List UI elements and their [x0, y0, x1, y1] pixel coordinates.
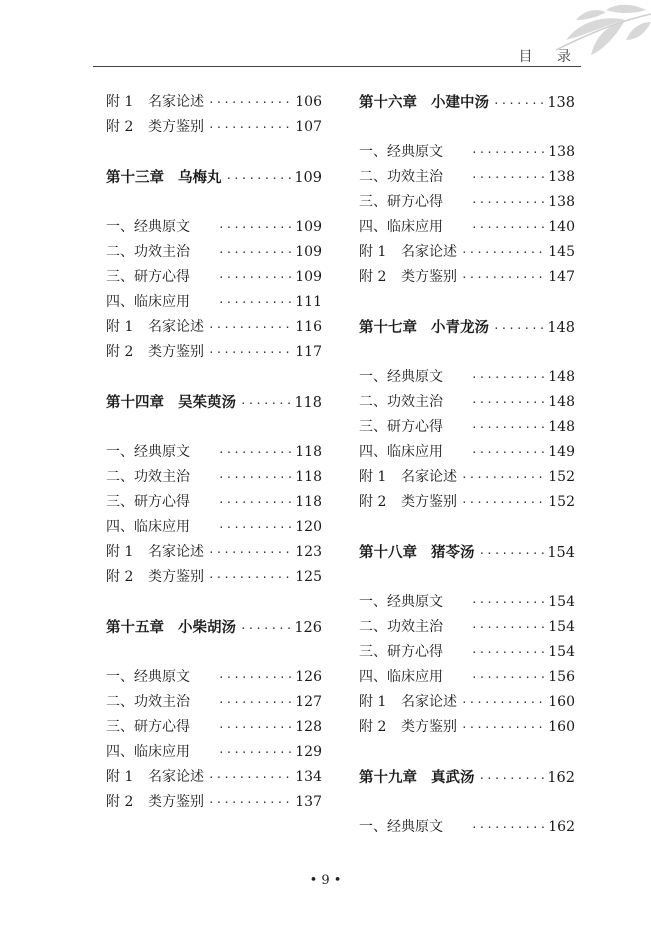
toc-entry-appendix[interactable]	[106, 90, 322, 115]
toc-entry-page-number: 134	[295, 769, 322, 785]
toc-entry-title: 猪苓汤	[431, 544, 475, 561]
toc-entry-title: 吴茱萸汤	[178, 394, 236, 411]
toc-entry-page-number: 152	[548, 469, 575, 485]
dot-leader	[208, 565, 293, 590]
toc-entry-page-number: 125	[295, 569, 322, 585]
toc-entry-prefix: 附 1	[359, 694, 387, 710]
dot-leader	[218, 440, 293, 465]
toc-spacer	[359, 565, 575, 590]
dot-leader	[471, 415, 546, 440]
toc-entry-prefix: 附 1	[106, 94, 134, 110]
toc-spacer	[359, 340, 575, 365]
toc-entry-title: 名家论述	[148, 544, 204, 560]
dot-leader	[461, 465, 546, 490]
toc-entry-prefix: 附 1	[359, 244, 387, 260]
toc-entry-section[interactable]	[106, 290, 322, 315]
dot-leader	[471, 640, 546, 665]
toc-entry-title: 类方鉴别	[148, 344, 204, 360]
toc-entry-section[interactable]	[359, 665, 575, 690]
toc-entry-page-number: 111	[295, 294, 322, 310]
toc-entry-section[interactable]	[106, 690, 322, 715]
toc-spacer	[106, 190, 322, 215]
toc-entry-title: 乌梅丸	[178, 169, 222, 186]
toc-entry-page-number: 160	[548, 719, 575, 735]
dot-leader	[471, 615, 546, 640]
dot-leader	[471, 165, 546, 190]
toc-entry-title: 小柴胡汤	[178, 619, 236, 636]
toc-entry-title: 三、研方心得	[359, 419, 443, 435]
toc-entry-chapter[interactable]	[359, 765, 575, 790]
toc-entry-section[interactable]	[359, 365, 575, 390]
toc-entry-prefix: 附 1	[106, 769, 134, 785]
toc-entry-appendix[interactable]	[106, 790, 322, 815]
toc-spacer	[359, 790, 575, 815]
toc-entry-page-number: 152	[548, 494, 575, 510]
toc-entry-title: 类方鉴别	[148, 569, 204, 585]
toc-entry-page-number: 116	[295, 319, 322, 335]
toc-entry-prefix: 第十五章	[106, 619, 164, 636]
header-divider	[93, 66, 581, 67]
toc-entry-page-number: 109	[295, 219, 322, 235]
toc-entry-page-number: 148	[548, 369, 575, 385]
dot-leader	[240, 391, 292, 416]
toc-entry-title: 三、研方心得	[106, 269, 190, 285]
toc-entry-title: 四、临床应用	[359, 444, 443, 460]
dot-leader	[218, 240, 293, 265]
dot-leader	[471, 140, 546, 165]
toc-entry-page-number: 120	[295, 519, 322, 535]
toc-entry-section[interactable]	[106, 715, 322, 740]
dot-leader	[208, 315, 293, 340]
toc-entry-section[interactable]	[106, 740, 322, 765]
toc-entry-prefix: 第十三章	[106, 169, 164, 186]
dot-leader	[461, 715, 546, 740]
toc-entry-title: 类方鉴别	[401, 719, 457, 735]
toc-spacer	[359, 290, 575, 315]
toc-entry-page-number: 109	[295, 244, 322, 260]
toc-spacer	[106, 415, 322, 440]
toc-entry-title: 一、经典原文	[359, 594, 443, 610]
toc-entry-page-number: 138	[547, 95, 575, 111]
toc-entry-page-number: 128	[295, 719, 322, 735]
toc-spacer	[106, 365, 322, 390]
toc-entry-page-number: 129	[295, 744, 322, 760]
toc-entry-title: 一、经典原文	[106, 444, 190, 460]
toc-entry-page-number: 147	[548, 269, 575, 285]
dot-leader	[471, 665, 546, 690]
toc-entry-title: 一、经典原文	[359, 369, 443, 385]
toc-entry-section[interactable]	[359, 415, 575, 440]
dot-leader	[218, 715, 293, 740]
dot-leader	[471, 390, 546, 415]
toc-entry-prefix: 附 2	[106, 119, 134, 135]
dot-leader	[240, 616, 292, 641]
toc-entry-appendix[interactable]	[106, 340, 322, 365]
toc-entry-title: 四、临床应用	[106, 744, 190, 760]
dot-leader	[461, 265, 546, 290]
dot-leader	[218, 490, 293, 515]
dot-leader	[208, 790, 293, 815]
toc-entry-prefix: 附 1	[106, 319, 134, 335]
toc-entry-section[interactable]	[106, 465, 322, 490]
dot-leader	[461, 690, 546, 715]
toc-entry-page-number: 118	[295, 494, 322, 510]
toc-entry-chapter[interactable]	[359, 315, 575, 340]
toc-entry-page-number: 160	[548, 694, 575, 710]
toc-entry-title: 名家论述	[148, 769, 204, 785]
dot-leader	[218, 265, 293, 290]
toc-entry-page-number: 148	[548, 394, 575, 410]
toc-entry-title: 小建中汤	[431, 94, 489, 111]
dot-leader	[208, 540, 293, 565]
toc-entry-page-number: 148	[547, 320, 575, 336]
toc-entry-appendix[interactable]	[106, 565, 322, 590]
toc-entry-title: 三、研方心得	[106, 494, 190, 510]
toc-entry-page-number: 106	[295, 94, 322, 110]
toc-entry-page-number: 107	[295, 119, 322, 135]
toc-entry-title: 名家论述	[148, 319, 204, 335]
toc-entry-section[interactable]	[106, 515, 322, 540]
toc-entry-title: 四、临床应用	[106, 294, 190, 310]
toc-entry-title: 二、功效主治	[359, 619, 443, 635]
toc-entry-prefix: 第十六章	[359, 94, 417, 111]
toc-entry-title: 三、研方心得	[359, 194, 443, 210]
toc-entry-appendix[interactable]	[359, 490, 575, 515]
dot-leader	[208, 90, 293, 115]
toc-entry-title: 四、临床应用	[359, 669, 443, 685]
dot-leader	[218, 465, 293, 490]
toc-entry-section[interactable]	[106, 240, 322, 265]
dot-leader	[218, 215, 293, 240]
toc-entry-section[interactable]	[359, 615, 575, 640]
toc-entry-title: 名家论述	[401, 694, 457, 710]
toc-entry-page-number: 118	[294, 395, 322, 411]
toc-entry-appendix[interactable]	[359, 265, 575, 290]
toc-entry-prefix: 第十九章	[359, 769, 417, 786]
toc-entry-page-number: 140	[548, 219, 575, 235]
toc-entry-prefix: 第十七章	[359, 319, 417, 336]
toc-entry-prefix: 附 2	[359, 494, 387, 510]
toc-entry-page-number: 154	[547, 545, 575, 561]
dot-leader	[226, 166, 293, 191]
toc-spacer	[359, 115, 575, 140]
toc-entry-title: 类方鉴别	[401, 494, 457, 510]
dot-leader	[218, 690, 293, 715]
dot-leader	[208, 115, 293, 140]
toc-entry-title: 一、经典原文	[359, 819, 443, 835]
toc-entry-section[interactable]	[359, 190, 575, 215]
toc-entry-title: 类方鉴别	[401, 269, 457, 285]
toc-entry-page-number: 118	[295, 469, 322, 485]
toc-entry-appendix[interactable]	[359, 690, 575, 715]
toc-entry-appendix[interactable]	[106, 115, 322, 140]
dot-leader	[471, 215, 546, 240]
toc-entry-title: 三、研方心得	[106, 719, 190, 735]
toc-entry-title: 小青龙汤	[431, 319, 489, 336]
toc-entry-title: 类方鉴别	[148, 794, 204, 810]
toc-entry-chapter[interactable]	[106, 165, 322, 190]
toc-entry-page-number: 138	[548, 194, 575, 210]
toc-entry-section[interactable]	[359, 590, 575, 615]
toc-entry-title: 四、临床应用	[359, 219, 443, 235]
dot-leader	[208, 765, 293, 790]
dot-leader	[218, 515, 293, 540]
toc-spacer	[359, 740, 575, 765]
toc-entry-page-number: 154	[548, 619, 575, 635]
toc-left-column	[106, 90, 322, 815]
toc-entry-page-number: 138	[548, 169, 575, 185]
toc-entry-prefix: 附 2	[106, 569, 134, 585]
dot-leader	[461, 240, 546, 265]
toc-entry-title: 名家论述	[401, 469, 457, 485]
toc-entry-page-number: 123	[295, 544, 322, 560]
toc-spacer	[359, 515, 575, 540]
toc-entry-title: 二、功效主治	[359, 169, 443, 185]
toc-entry-page-number: 126	[295, 669, 322, 685]
dot-leader	[218, 290, 293, 315]
dot-leader	[471, 815, 546, 840]
toc-entry-appendix[interactable]	[359, 715, 575, 740]
toc-entry-title: 二、功效主治	[359, 394, 443, 410]
toc-entry-section[interactable]	[106, 215, 322, 240]
dot-leader	[493, 91, 545, 116]
toc-entry-title: 一、经典原文	[106, 669, 190, 685]
toc-entry-title: 类方鉴别	[148, 119, 204, 135]
toc-entry-section[interactable]	[359, 440, 575, 465]
toc-entry-section[interactable]	[106, 265, 322, 290]
toc-entry-section[interactable]	[359, 165, 575, 190]
toc-entry-title: 名家论述	[401, 244, 457, 260]
toc-entry-appendix[interactable]	[359, 465, 575, 490]
dot-leader	[479, 541, 546, 566]
toc-entry-section[interactable]	[359, 815, 575, 840]
page-header-title: 目 录	[518, 49, 581, 65]
toc-entry-appendix[interactable]	[106, 540, 322, 565]
toc-entry-section[interactable]	[106, 490, 322, 515]
toc-entry-prefix: 附 2	[359, 719, 387, 735]
toc-entry-prefix: 附 1	[106, 544, 134, 560]
dot-leader	[493, 316, 545, 341]
dot-leader	[471, 440, 546, 465]
dot-leader	[461, 490, 546, 515]
toc-right-column	[359, 90, 575, 840]
toc-entry-section[interactable]	[359, 140, 575, 165]
dot-leader	[218, 665, 293, 690]
toc-entry-prefix: 附 2	[359, 269, 387, 285]
toc-entry-section[interactable]	[359, 215, 575, 240]
toc-entry-page-number: 154	[548, 644, 575, 660]
toc-entry-section[interactable]	[106, 440, 322, 465]
toc-entry-prefix: 附 2	[106, 794, 134, 810]
toc-entry-section[interactable]	[359, 640, 575, 665]
dot-leader	[218, 740, 293, 765]
toc-entry-chapter[interactable]	[106, 615, 322, 640]
toc-entry-page-number: 137	[295, 794, 322, 810]
toc-entry-page-number: 109	[294, 170, 322, 186]
toc-entry-appendix[interactable]	[359, 240, 575, 265]
page-number: • 9 •	[309, 873, 342, 888]
toc-entry-prefix: 附 2	[106, 344, 134, 360]
toc-entry-title: 二、功效主治	[106, 244, 190, 260]
toc-entry-page-number: 126	[294, 620, 322, 636]
toc-entry-appendix[interactable]	[106, 315, 322, 340]
toc-entry-section[interactable]	[359, 390, 575, 415]
toc-spacer	[106, 590, 322, 615]
toc-spacer	[106, 640, 322, 665]
toc-entry-chapter[interactable]	[359, 90, 575, 115]
toc-spacer	[106, 140, 322, 165]
toc-entry-page-number: 138	[548, 144, 575, 160]
toc-entry-page-number: 118	[295, 444, 322, 460]
toc-entry-prefix: 第十八章	[359, 544, 417, 561]
toc-entry-title: 三、研方心得	[359, 644, 443, 660]
toc-entry-title: 二、功效主治	[106, 694, 190, 710]
toc-entry-page-number: 156	[548, 669, 575, 685]
toc-entry-chapter[interactable]	[106, 390, 322, 415]
toc-entry-page-number: 162	[547, 770, 575, 786]
toc-entry-prefix: 附 1	[359, 469, 387, 485]
dot-leader	[479, 766, 546, 791]
toc-entry-title: 真武汤	[431, 769, 475, 786]
toc-entry-appendix[interactable]	[106, 765, 322, 790]
toc-entry-title: 一、经典原文	[106, 219, 190, 235]
toc-entry-prefix: 第十四章	[106, 394, 164, 411]
toc-entry-title: 四、临床应用	[106, 519, 190, 535]
toc-entry-page-number: 145	[548, 244, 575, 260]
toc-entry-page-number: 154	[548, 594, 575, 610]
toc-entry-page-number: 117	[295, 344, 322, 360]
toc-entry-page-number: 148	[548, 419, 575, 435]
toc-entry-title: 一、经典原文	[359, 144, 443, 160]
dot-leader	[471, 190, 546, 215]
toc-entry-title: 名家论述	[148, 94, 204, 110]
toc-entry-section[interactable]	[106, 665, 322, 690]
toc-entry-page-number: 109	[295, 269, 322, 285]
toc-entry-page-number: 127	[295, 694, 322, 710]
toc-entry-title: 二、功效主治	[106, 469, 190, 485]
dot-leader	[471, 365, 546, 390]
dot-leader	[471, 590, 546, 615]
toc-entry-page-number: 149	[548, 444, 575, 460]
toc-entry-chapter[interactable]	[359, 540, 575, 565]
toc-entry-page-number: 162	[548, 819, 575, 835]
dot-leader	[208, 340, 293, 365]
